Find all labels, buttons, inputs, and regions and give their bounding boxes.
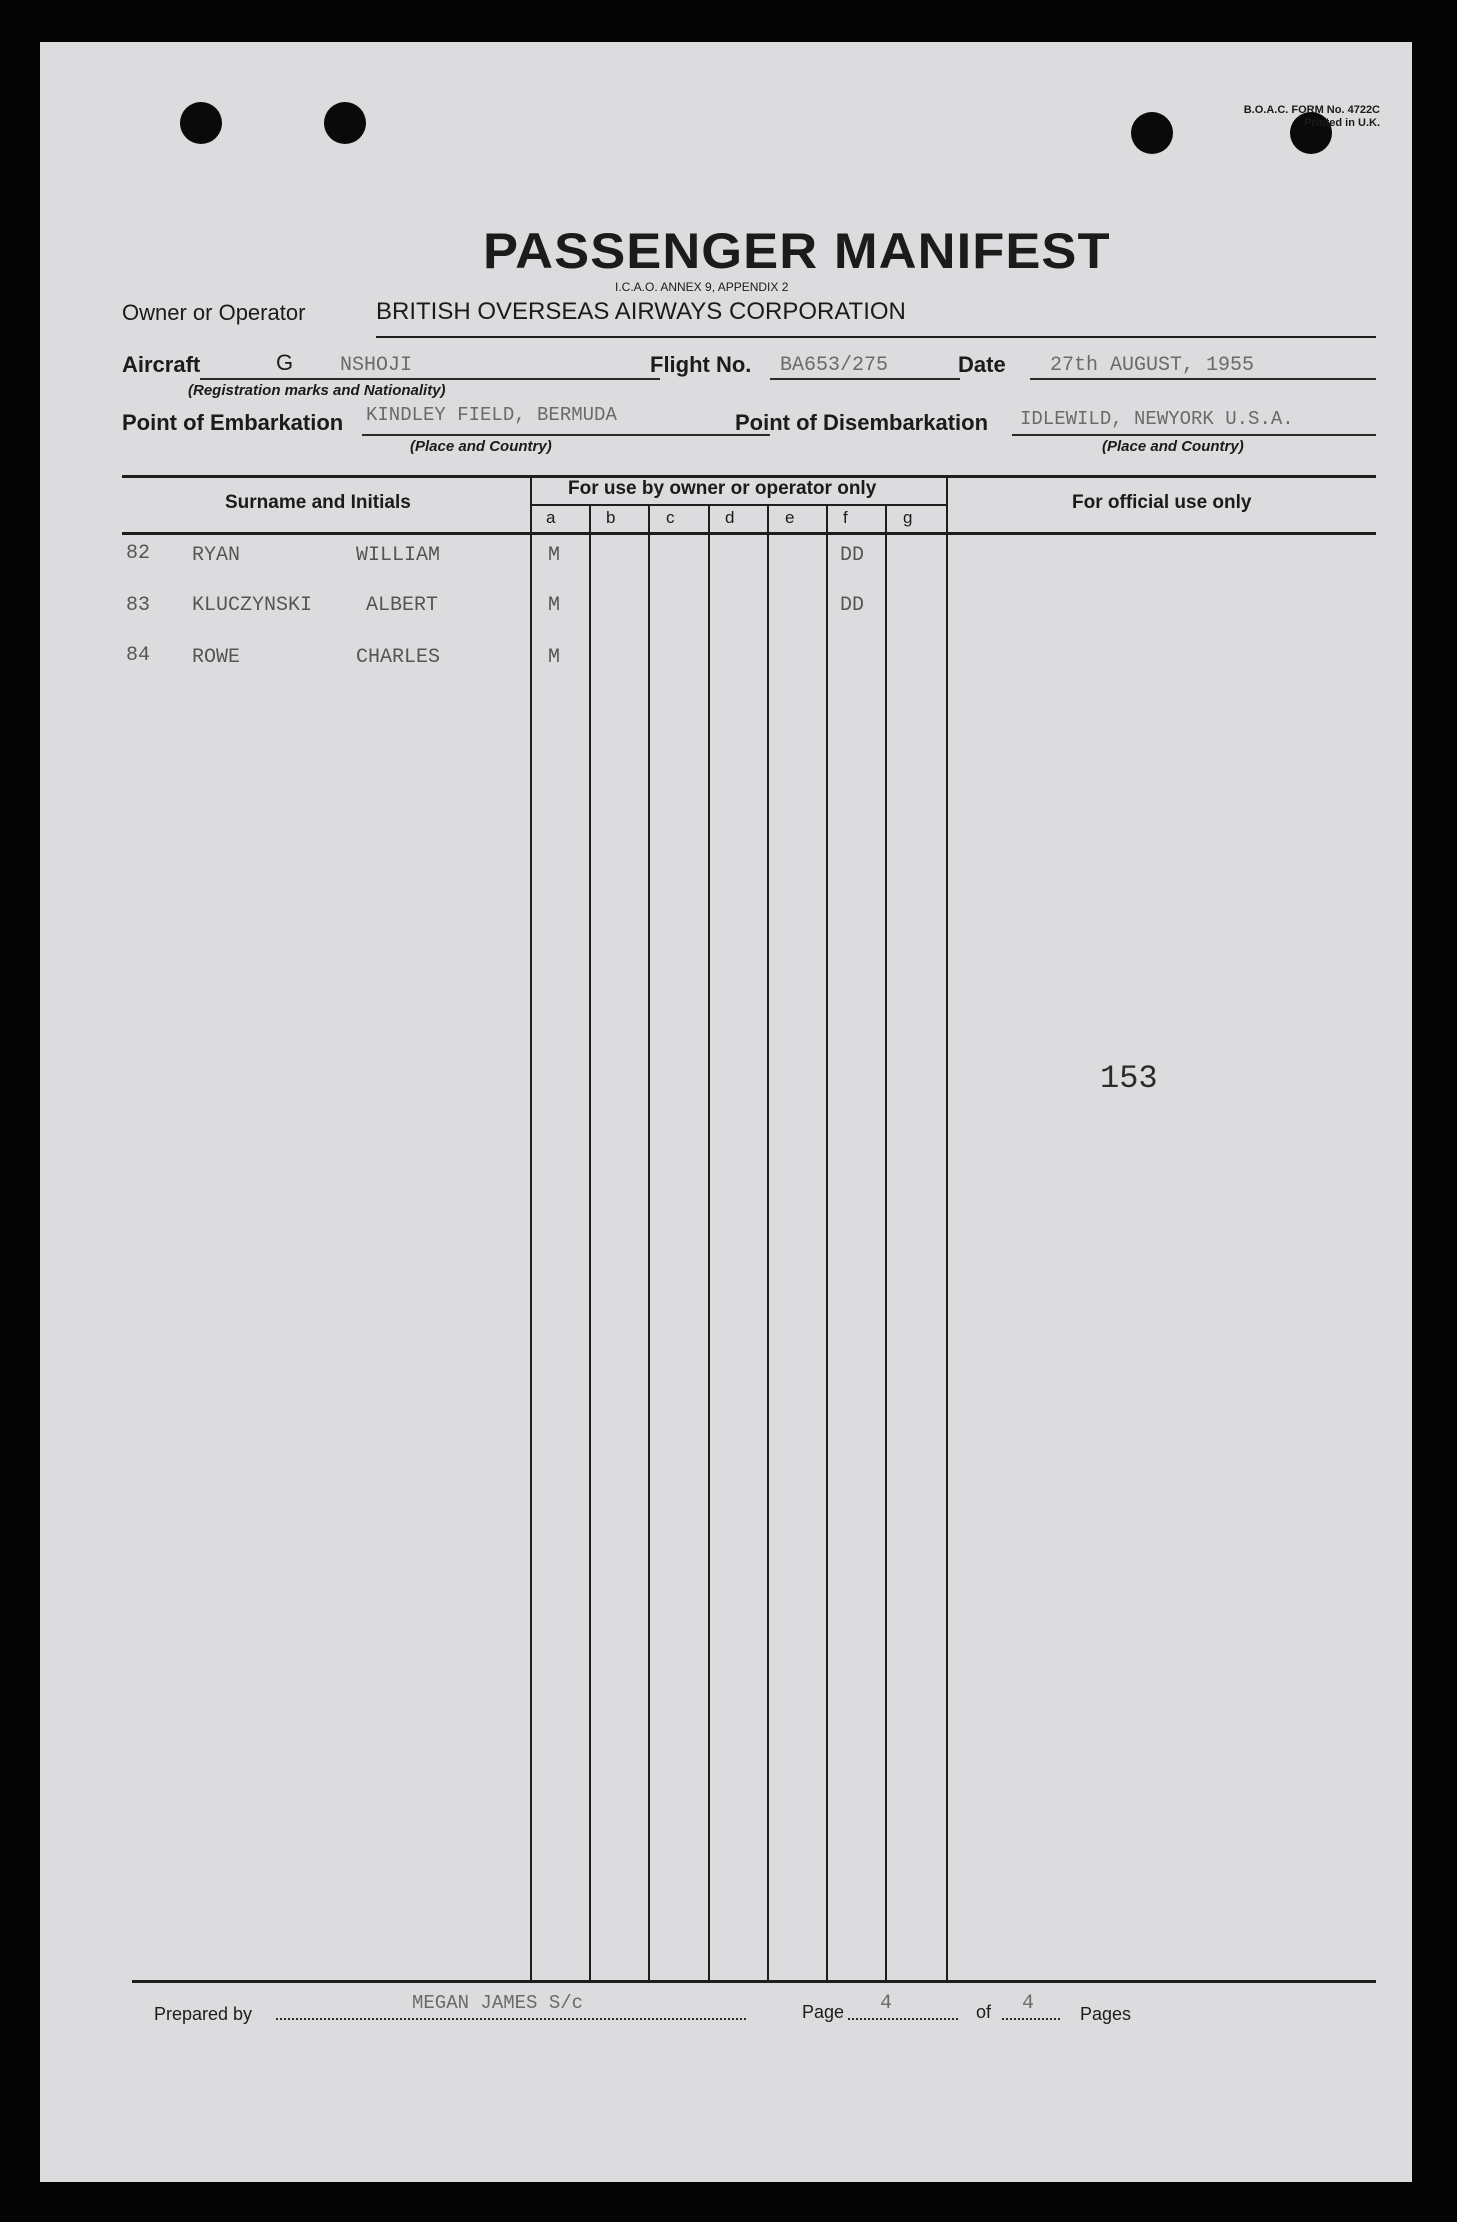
form-number: B.O.A.C. FORM No. 4722C Printed in U.K.: [1243, 104, 1380, 129]
row-1-number: 82: [126, 542, 151, 565]
disembarkation-line: [1012, 434, 1376, 436]
col-a-header: a: [546, 508, 556, 527]
row-3-col-a: M: [548, 646, 561, 669]
col-g-header: g: [903, 508, 913, 527]
row-1-given: WILLIAM: [356, 544, 441, 567]
stamped-number: 153: [1100, 1060, 1158, 1097]
col-rule-1: [530, 478, 532, 1980]
flight-value: BA653/275: [780, 354, 889, 377]
col-e-header: e: [785, 508, 795, 527]
date-line: [1030, 378, 1376, 380]
row-3-surname: ROWE: [192, 646, 241, 669]
of-line: [1002, 2018, 1060, 2020]
prepared-by-label: Prepared by: [154, 2004, 253, 2024]
manifest-sheet: [40, 42, 1412, 2182]
aircraft-prefix: G: [276, 350, 294, 375]
col-rule-6: [826, 504, 828, 1980]
flight-line: [770, 378, 960, 380]
owner-use-header: For use by owner or operator only: [568, 478, 877, 499]
page-line: [848, 2018, 958, 2020]
punch-hole-left-2: [324, 102, 366, 144]
col-rule-8: [946, 478, 948, 1980]
punch-hole-left-1: [180, 102, 222, 144]
disembarkation-note: (Place and Country): [1102, 438, 1244, 455]
col-rule-2: [589, 504, 591, 1980]
col-rule-3: [648, 504, 650, 1980]
page-title: PASSENGER MANIFEST: [483, 223, 1111, 279]
embarkation-line: [362, 434, 770, 436]
official-use-header: For official use only: [1072, 492, 1252, 513]
col-d-header: d: [725, 508, 735, 527]
col-rule-4: [708, 504, 710, 1980]
surname-header: Surname and Initials: [225, 492, 411, 513]
page-value: 4: [880, 1992, 893, 2015]
aircraft-value: NSHOJI: [340, 354, 413, 377]
table-header-bottom-rule: [122, 532, 1376, 535]
aircraft-label: Aircraft: [122, 352, 201, 377]
aircraft-line: [200, 378, 660, 380]
table-bottom-rule: [132, 1980, 1376, 1983]
aircraft-note: (Registration marks and Nationality): [188, 382, 446, 399]
disembarkation-value: IDLEWILD, NEWYORK U.S.A.: [1020, 408, 1294, 430]
row-1-col-f: DD: [840, 544, 865, 567]
embarkation-note: (Place and Country): [410, 438, 552, 455]
page-subtitle: I.C.A.O. ANNEX 9, APPENDIX 2: [615, 280, 789, 294]
owner-label: Owner or Operator: [122, 300, 306, 325]
pages-label: Pages: [1080, 2004, 1132, 2024]
col-b-header: b: [606, 508, 616, 527]
of-value: 4: [1022, 1992, 1035, 2015]
row-1-col-a: M: [548, 544, 561, 567]
page-label: Page: [802, 2002, 845, 2022]
date-label: Date: [958, 352, 1006, 377]
row-3-given: CHARLES: [356, 646, 441, 669]
row-2-col-a: M: [548, 594, 561, 617]
row-2-col-f: DD: [840, 594, 865, 617]
flight-label: Flight No.: [650, 352, 752, 377]
prepared-by-value: MEGAN JAMES S/c: [412, 1992, 584, 2014]
punch-hole-right-1: [1131, 112, 1173, 154]
row-2-given: ALBERT: [366, 594, 439, 617]
disembarkation-label: Point of Disembarkation: [735, 410, 989, 435]
col-rule-5: [767, 504, 769, 1980]
owner-rule: [376, 336, 1376, 338]
col-f-header: f: [843, 508, 848, 527]
row-1-surname: RYAN: [192, 544, 241, 567]
col-rule-7: [885, 504, 887, 1980]
row-3-number: 84: [126, 644, 151, 667]
row-2-number: 83: [126, 594, 151, 617]
of-label: of: [976, 2002, 992, 2022]
col-c-header: c: [666, 508, 675, 527]
owner-value: BRITISH OVERSEAS AIRWAYS CORPORATION: [376, 298, 906, 325]
embarkation-value: KINDLEY FIELD, BERMUDA: [366, 404, 617, 426]
date-value: 27th AUGUST, 1955: [1050, 354, 1255, 377]
prepared-by-line: [276, 2018, 746, 2020]
embarkation-label: Point of Embarkation: [122, 410, 344, 435]
row-2-surname: KLUCZYNSKI: [192, 594, 313, 617]
